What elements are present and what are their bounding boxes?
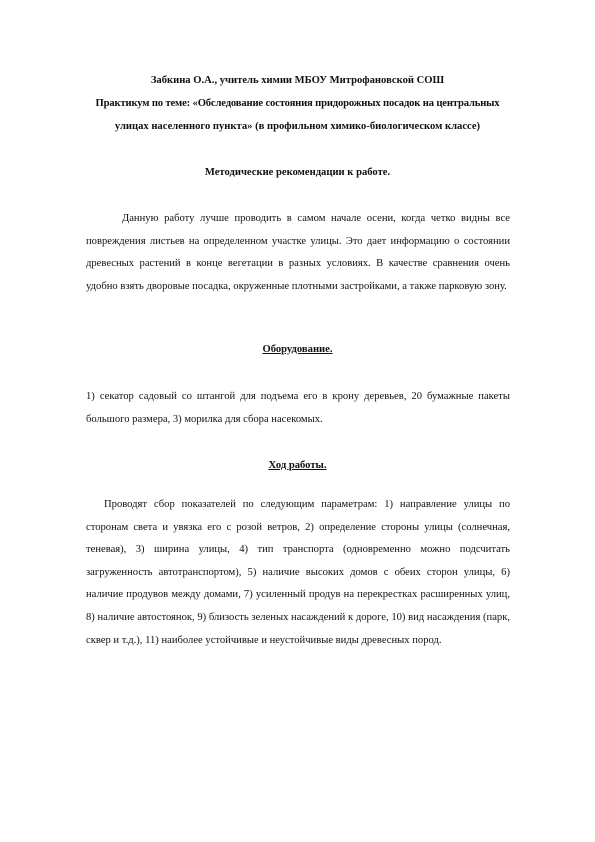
equipment-heading-text: Оборудование. — [262, 344, 333, 355]
equipment-paragraph: 1) секатор садовый со штангой для подъема его в крону деревьев, 20 бумажные пакеты большого размера, 3) морилка для сбора насекомых. — [86, 391, 510, 425]
procedure-paragraph: Проводят сбор показателей по следующим параметрам: 1) направление улицы по сторонам света и увязка его с розой ветров, 2) определение стороны улицы (солнечная, теневая), 3) ширина улицы, 4) тип транспорта (одновременно можно подсчитать загруженность автотранспортом), 5) наличие высоких домов с обеих сторон улицы, 6) наличие продувов между домами, 7) усиленный продув на перекрестках расширенных улиц, 8) наличие автостоянок, 9) близость зеленых насаждений к дороге, 10) вид насаждения (парк, сквер и т.д.), 11) наиболее устойчивые и неустойчивые виды древесных пород. — [86, 499, 510, 646]
procedure-heading — [60, 459, 535, 472]
recommendations-paragraph: Данную работу лучше проводить в самом начале осени, когда четко видны все повреждения листьев на определенном участке улицы. Это дает информацию о состоянии древесных растений в конце вегетации в разных условиях. В качестве сравнения очень удобно взять дворовые посадка, окруженные плотными застройками, а также парковую зону. — [86, 213, 510, 292]
topic-line-1: Практикум по теме: «Обследование состояния придорожных посадок на центральных — [95, 98, 500, 109]
recommendations-heading: Методические рекомендации к работе. — [204, 167, 391, 178]
topic-line-2: улицах населенного пункта» (в профильном химико-биологическом классе) — [114, 121, 481, 132]
equipment-heading — [60, 343, 535, 356]
author-line: Забкина О.А., учитель химии МБОУ Митрофановской СОШ — [150, 75, 445, 86]
procedure-heading-text: Ход работы. — [268, 460, 327, 471]
